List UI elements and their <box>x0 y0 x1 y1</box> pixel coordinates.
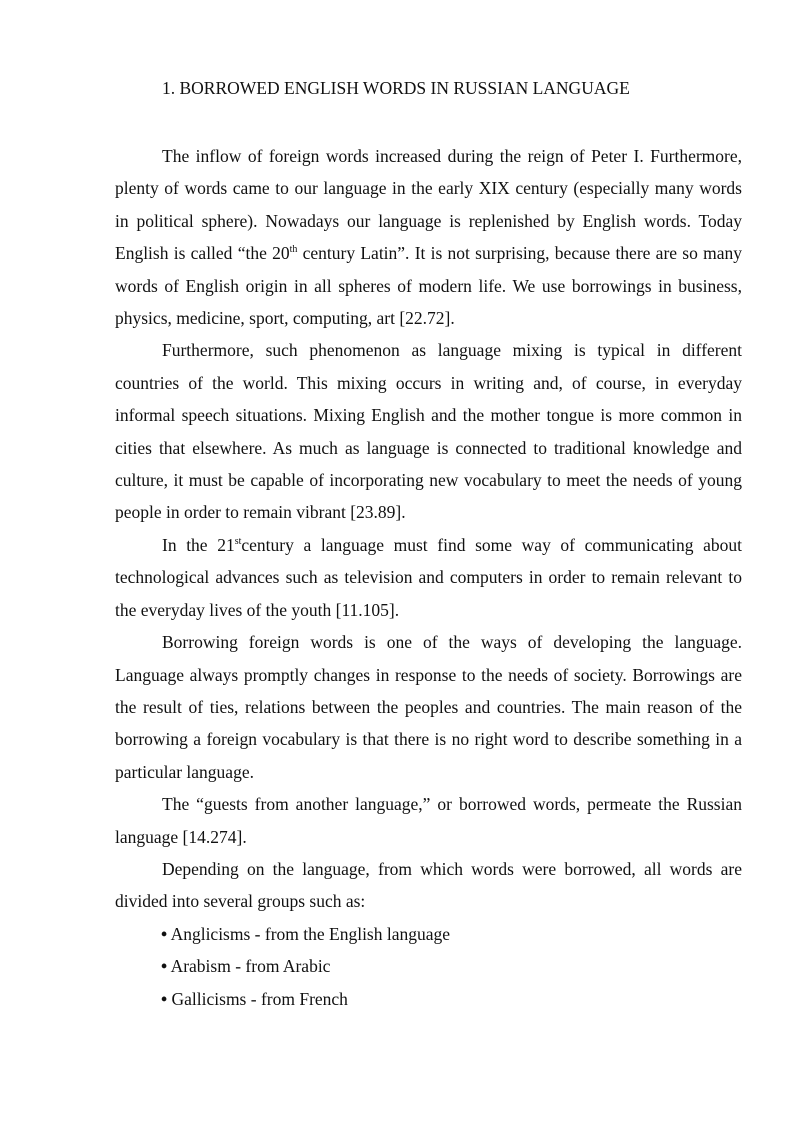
bullet-icon: • <box>161 988 168 1009</box>
paragraph-3 <box>115 529 742 626</box>
list-item <box>115 918 742 950</box>
paragraph-4: Borrowing foreign words is one of the ways of developing the language. Language always promptly changes in response to the needs of society. Borrowings are the result of ties, relations between the peoples and countries. The main reason of the borrowing a foreign vocabulary is that there is no right word to describe something in a particular language. <box>115 632 742 782</box>
list-item-text: Arabism - from Arabic <box>170 956 331 977</box>
borrowing-groups-list <box>115 918 742 1015</box>
paragraph-2: Furthermore, such phenomenon as language mixing is typical in different countries of the world. This mixing occurs in writing and, of course, in everyday informal speech situations. Mixing English and the mother tongue is more common in cities that elsewhere. As much as language is connected to traditional knowledge and culture, it must be capable of incorporating new vocabulary to meet the needs of young people in order to remain vibrant [23.89]. <box>115 340 742 523</box>
paragraph-1-text-end: century Latin”. It is not surprising, because there are so many words of English origin in all spheres of modern life. We use borrowings in business, physics, medicine, sport, computing, art [22.72]. <box>115 243 742 329</box>
section-heading: 1. BORROWED ENGLISH WORDS IN RUSSIAN LANGUAGE <box>162 78 630 98</box>
paragraph-1 <box>115 140 742 334</box>
ordinal-suffix-st: st <box>234 535 242 547</box>
ordinal-suffix-th: th <box>289 244 298 256</box>
body-text <box>115 140 742 1015</box>
list-item-text: Anglicisms - from the English language <box>170 923 451 944</box>
list-item <box>115 983 742 1015</box>
paragraph-3-text-start: In the 21 <box>162 534 235 555</box>
bullet-icon: • <box>161 923 168 944</box>
paragraph-1-text-start: The inflow of foreign words increased during the reign of Peter I. Furthermore, plenty of words came to our language in the early XIX century (especially many words in political sphere). Nowadays our language is replenished by English words. Today English is called “the 20 <box>115 146 742 264</box>
paragraph-3-text-end: century a language must find some way of communicating about technological advances such as television and computers in order to remain relevant to the everyday lives of the youth [11.105]. <box>115 534 742 620</box>
list-item <box>115 950 742 982</box>
paragraph-6: Depending on the language, from which words were borrowed, all words are divided into several groups such as: <box>115 858 742 912</box>
list-item-text: Gallicisms - from French <box>171 988 348 1009</box>
paragraph-5: The “guests from another language,” or borrowed words, permeate the Russian language [14.274]. <box>115 794 742 847</box>
bullet-icon: • <box>161 956 168 977</box>
